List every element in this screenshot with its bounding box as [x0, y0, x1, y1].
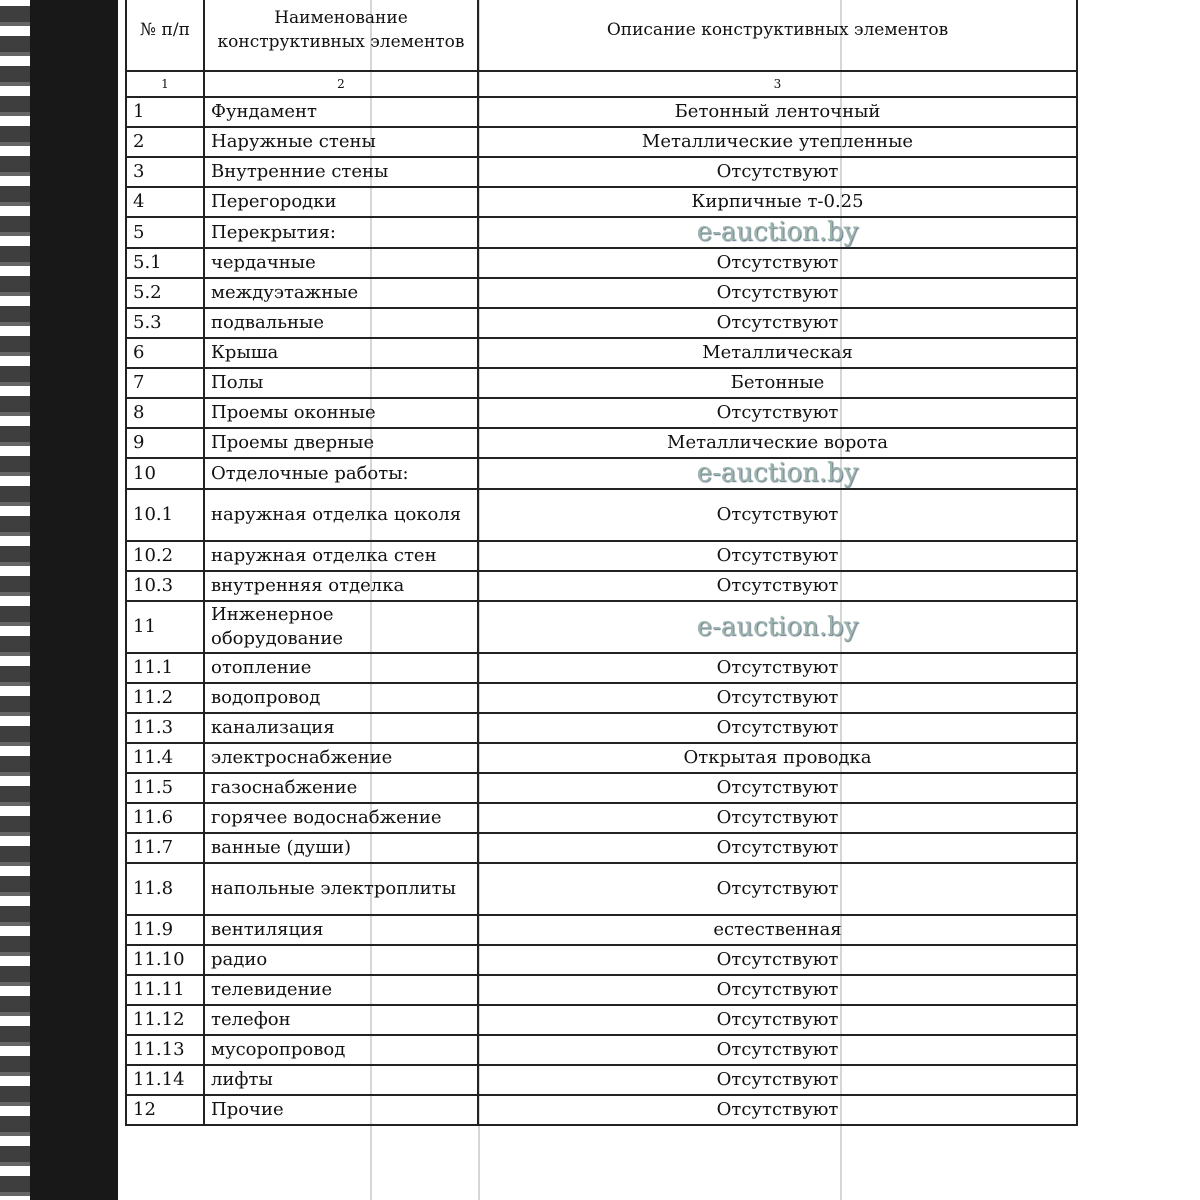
element-name: газоснабжение	[204, 773, 478, 803]
element-description: Отсутствуют	[478, 1065, 1077, 1095]
element-name: наружная отделка стен	[204, 541, 478, 571]
table-row	[126, 773, 1077, 803]
index-3: 3	[478, 71, 1077, 97]
element-description: Отсутствуют	[478, 571, 1077, 601]
watermark: e-auction.by	[696, 458, 859, 488]
table-row	[126, 458, 1077, 489]
element-name: Перекрытия:	[204, 217, 478, 248]
table-row	[126, 743, 1077, 773]
row-number: 11.10	[126, 945, 204, 975]
row-number: 4	[126, 187, 204, 217]
row-number: 11.7	[126, 833, 204, 863]
element-name: Отделочные работы:	[204, 458, 478, 489]
table-row	[126, 713, 1077, 743]
table-row	[126, 571, 1077, 601]
row-number: 11.4	[126, 743, 204, 773]
table-row	[126, 975, 1077, 1005]
element-description: Отсутствуют	[478, 157, 1077, 187]
table-row	[126, 1005, 1077, 1035]
element-name: напольные электроплиты	[204, 863, 478, 915]
element-description: Отсутствуют	[478, 248, 1077, 278]
constructive-elements-table	[125, 0, 1078, 1126]
element-name: подвальные	[204, 308, 478, 338]
table-row	[126, 489, 1077, 541]
row-number: 11.9	[126, 915, 204, 945]
element-name: водопровод	[204, 683, 478, 713]
element-name: телефон	[204, 1005, 478, 1035]
element-description	[478, 601, 1077, 653]
table-row	[126, 683, 1077, 713]
header-num: № п/п	[126, 0, 204, 71]
row-number: 11.11	[126, 975, 204, 1005]
watermark: e-auction.by	[696, 217, 859, 247]
element-name: лифты	[204, 1065, 478, 1095]
table-row	[126, 398, 1077, 428]
row-number: 10.2	[126, 541, 204, 571]
element-name: Фундамент	[204, 97, 478, 127]
row-number: 10.3	[126, 571, 204, 601]
element-name: Проемы дверные	[204, 428, 478, 458]
element-description: Отсутствуют	[478, 398, 1077, 428]
row-number: 5.2	[126, 278, 204, 308]
table-row	[126, 187, 1077, 217]
table-row	[126, 428, 1077, 458]
element-description: Отсутствуют	[478, 683, 1077, 713]
row-number: 12	[126, 1095, 204, 1125]
table-row	[126, 915, 1077, 945]
index-1: 1	[126, 71, 204, 97]
table-row	[126, 803, 1077, 833]
row-number: 11.14	[126, 1065, 204, 1095]
table-row	[126, 278, 1077, 308]
element-description: Отсутствуют	[478, 1035, 1077, 1065]
element-description	[478, 458, 1077, 489]
table-row	[126, 97, 1077, 127]
element-name: чердачные	[204, 248, 478, 278]
row-number: 5.3	[126, 308, 204, 338]
element-description: Отсутствуют	[478, 278, 1077, 308]
element-name: канализация	[204, 713, 478, 743]
element-name: наружная отделка цоколя	[204, 489, 478, 541]
element-description	[478, 217, 1077, 248]
element-description: Отсутствуют	[478, 1005, 1077, 1035]
element-description: Открытая проводка	[478, 743, 1077, 773]
element-description: Металлические ворота	[478, 428, 1077, 458]
row-number: 10.1	[126, 489, 204, 541]
table-row	[126, 248, 1077, 278]
table-row	[126, 368, 1077, 398]
element-description: Отсутствуют	[478, 773, 1077, 803]
spiral-binding	[0, 0, 118, 1200]
header-desc: Описание конструктивных элементов	[478, 0, 1077, 71]
element-description: Отсутствуют	[478, 489, 1077, 541]
element-name: ванные (души)	[204, 833, 478, 863]
row-number: 8	[126, 398, 204, 428]
element-description: Отсутствуют	[478, 975, 1077, 1005]
row-number: 7	[126, 368, 204, 398]
element-description: Отсутствуют	[478, 945, 1077, 975]
row-number: 11.13	[126, 1035, 204, 1065]
row-number: 11.8	[126, 863, 204, 915]
element-name: Проемы оконные	[204, 398, 478, 428]
element-description: Отсутствуют	[478, 863, 1077, 915]
table-row	[126, 1035, 1077, 1065]
table-row	[126, 601, 1077, 653]
element-description: Отсутствуют	[478, 308, 1077, 338]
table-row	[126, 338, 1077, 368]
row-number: 11.3	[126, 713, 204, 743]
element-description: Кирпичные т-0.25	[478, 187, 1077, 217]
row-number: 2	[126, 127, 204, 157]
table-row	[126, 217, 1077, 248]
element-description: Отсутствуют	[478, 653, 1077, 683]
row-number: 11.12	[126, 1005, 204, 1035]
element-name: Крыша	[204, 338, 478, 368]
element-description: Металлические утепленные	[478, 127, 1077, 157]
element-name: вентиляция	[204, 915, 478, 945]
element-name: телевидение	[204, 975, 478, 1005]
element-name: Прочие	[204, 1095, 478, 1125]
element-description: Бетонные	[478, 368, 1077, 398]
element-description: Отсутствуют	[478, 1095, 1077, 1125]
table-row	[126, 127, 1077, 157]
table-row	[126, 157, 1077, 187]
table-row	[126, 945, 1077, 975]
column-index-row	[126, 71, 1077, 97]
table-row	[126, 863, 1077, 915]
element-name: радио	[204, 945, 478, 975]
table-row	[126, 833, 1077, 863]
element-description: Бетонный ленточный	[478, 97, 1077, 127]
row-number: 11.1	[126, 653, 204, 683]
row-number: 9	[126, 428, 204, 458]
header-name: Наименование конструктивных элементов	[204, 0, 478, 71]
row-number: 5.1	[126, 248, 204, 278]
element-description: Отсутствуют	[478, 803, 1077, 833]
row-number: 5	[126, 217, 204, 248]
table-row	[126, 1065, 1077, 1095]
table-row	[126, 541, 1077, 571]
row-number: 3	[126, 157, 204, 187]
table-row	[126, 1095, 1077, 1125]
element-name: Перегородки	[204, 187, 478, 217]
row-number: 11.2	[126, 683, 204, 713]
element-description: Отсутствуют	[478, 713, 1077, 743]
element-name: междуэтажные	[204, 278, 478, 308]
table-header	[126, 0, 1077, 71]
element-name: отопление	[204, 653, 478, 683]
element-description: Металлическая	[478, 338, 1077, 368]
element-name: Полы	[204, 368, 478, 398]
row-number: 11.6	[126, 803, 204, 833]
element-name: Внутренние стены	[204, 157, 478, 187]
element-name: электроснабжение	[204, 743, 478, 773]
table-row	[126, 653, 1077, 683]
element-description: Отсутствуют	[478, 541, 1077, 571]
row-number: 11	[126, 601, 204, 653]
row-number: 1	[126, 97, 204, 127]
element-name: мусоропровод	[204, 1035, 478, 1065]
element-description: Отсутствуют	[478, 833, 1077, 863]
index-2: 2	[204, 71, 478, 97]
element-name: внутренняя отделка	[204, 571, 478, 601]
element-name: Наружные стены	[204, 127, 478, 157]
element-description: естественная	[478, 915, 1077, 945]
table-row	[126, 308, 1077, 338]
row-number: 6	[126, 338, 204, 368]
element-name: Инженерное оборудование	[204, 601, 478, 653]
row-number: 11.5	[126, 773, 204, 803]
element-name: горячее водоснабжение	[204, 803, 478, 833]
row-number: 10	[126, 458, 204, 489]
watermark: e-auction.by	[696, 611, 859, 642]
